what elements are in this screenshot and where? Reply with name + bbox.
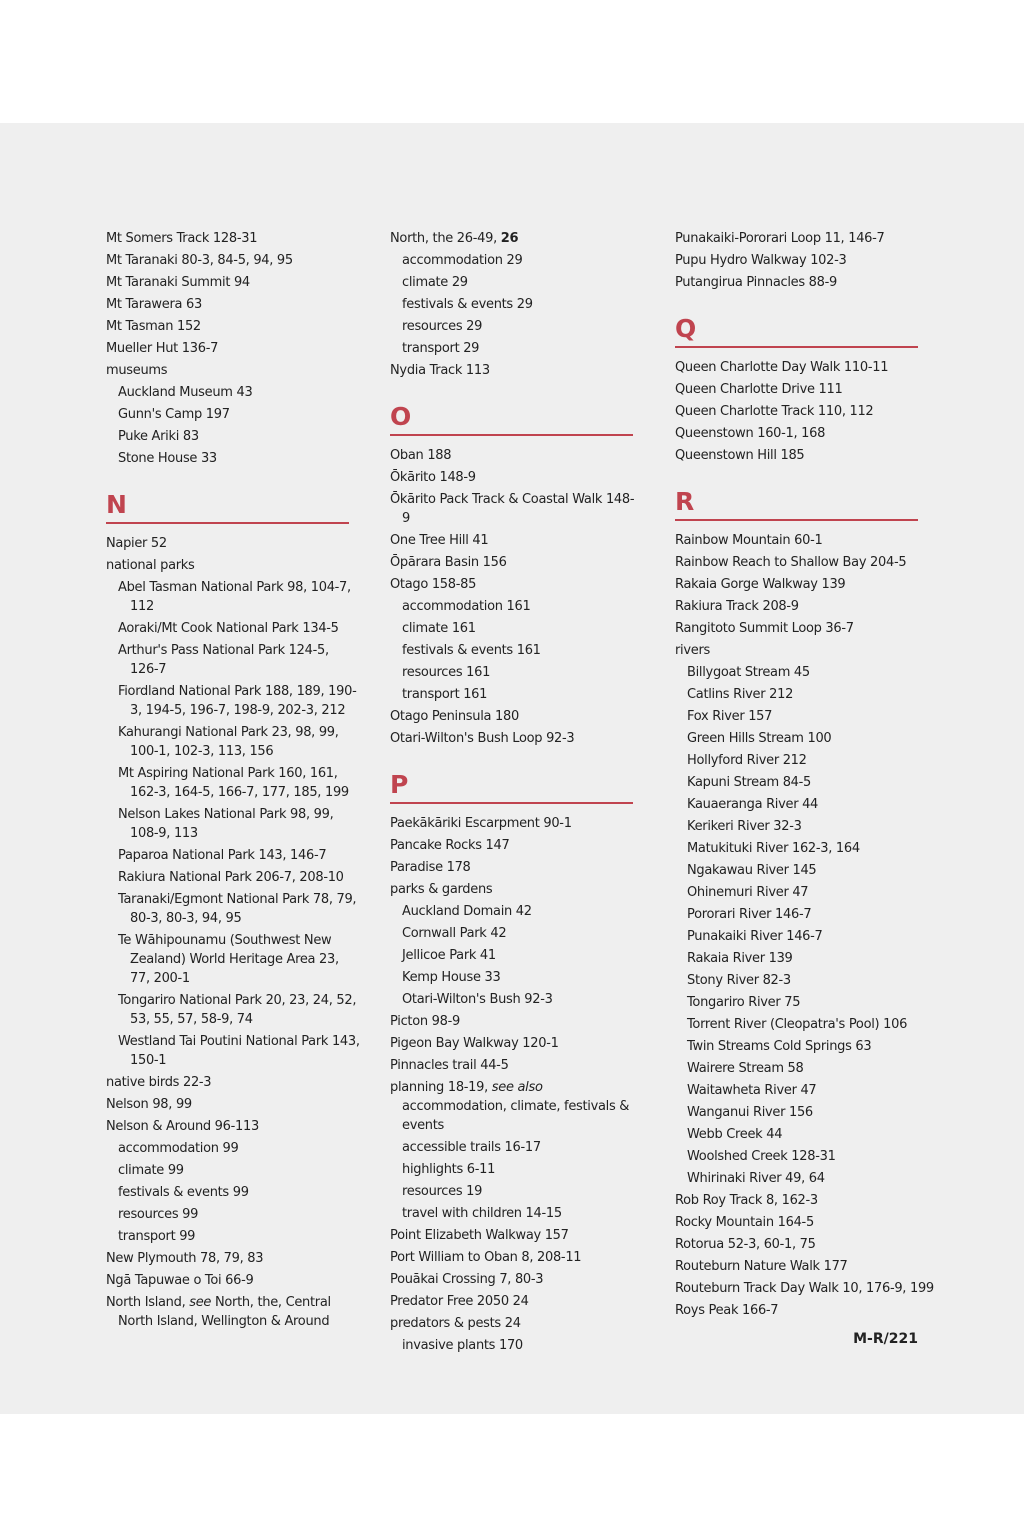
entry-text: Mt Aspiring National Park 160, 161, 162-3, 164-5, 166-7, 177, 185, 199: [118, 766, 349, 800]
entry-text: Pancake Rocks 147: [390, 838, 510, 853]
entry-text: festivals & events 161: [402, 643, 541, 658]
entry-text: Putangirua Pinnacles 88-9: [675, 275, 837, 290]
index-entry: [106, 1271, 348, 1290]
index-subentry: [675, 927, 949, 946]
index-entry: [106, 1117, 348, 1136]
entry-text: Otago Peninsula 180: [390, 709, 519, 724]
entry-text: Ōpārara Basin 156: [390, 555, 507, 570]
index-entry: [675, 575, 937, 594]
index-subentry: [390, 641, 654, 660]
index-subentry: [675, 729, 949, 748]
index-entry: [390, 707, 642, 726]
index-entry: [106, 1293, 348, 1331]
index-subentry: [106, 619, 360, 638]
index-entry: [106, 339, 348, 358]
index-subentry: [106, 682, 360, 720]
index-entry: [390, 1314, 642, 1333]
index-entry: [106, 295, 348, 314]
index-entry: [390, 553, 642, 572]
entry-text: festivals & events 99: [118, 1185, 249, 1200]
index-subentry: [390, 317, 654, 336]
index-entry: [390, 1270, 642, 1289]
index-subentry: [390, 1182, 654, 1201]
entry-text: Rainbow Mountain 60-1: [675, 533, 823, 548]
index-subentry: [390, 273, 654, 292]
entry-text: resources 29: [402, 319, 483, 334]
index-entry: [675, 619, 937, 638]
entry-text: Abel Tasman National Park 98, 104-7, 112: [118, 580, 351, 614]
entry-text: Twin Streams Cold Springs 63: [687, 1039, 872, 1054]
entry-text: Stone House 33: [118, 451, 217, 466]
entry-text: Wanganui River 156: [687, 1105, 813, 1120]
entry-text: Stony River 82-3: [687, 973, 791, 988]
index-subentry: [390, 339, 654, 358]
entry-text: Rakaia Gorge Walkway 139: [675, 577, 846, 592]
index-entry: [390, 468, 642, 487]
entry-text: Nelson & Around 96-113: [106, 1119, 259, 1134]
entry-text: Whirinaki River 49, 64: [687, 1171, 825, 1186]
entry-text: Rotorua 52-3, 60-1, 75: [675, 1237, 816, 1252]
entry-text: Predator Free 2050 24: [390, 1294, 529, 1309]
entry-text: Oban 188: [390, 448, 452, 463]
entry-text: North, the 26-49,: [390, 231, 501, 246]
index-entry: [390, 361, 642, 380]
entry-see-reference: see also: [491, 1080, 543, 1095]
section-letter-n: N: [106, 488, 349, 524]
index-entry: [675, 446, 937, 465]
index-entry: [675, 1279, 937, 1298]
entry-text: parks & gardens: [390, 882, 493, 897]
index-subentry: [106, 1139, 360, 1158]
entry-text: Ngā Tapuwae o Toi 66-9: [106, 1273, 254, 1288]
index-subentry: [390, 968, 654, 987]
index-subentry: [675, 1103, 949, 1122]
entry-text: Kemp House 33: [402, 970, 501, 985]
entry-text: Paparoa National Park 143, 146-7: [118, 848, 327, 863]
index-subentry: [390, 295, 654, 314]
index-subentry: [106, 1161, 360, 1180]
entry-text: Ngakawau River 145: [687, 863, 817, 878]
index-entry: [675, 1257, 937, 1276]
section-letter-r: R: [675, 485, 918, 521]
entry-text: Otari-Wilton's Bush Loop 92-3: [390, 731, 575, 746]
entry-text: Auckland Domain 42: [402, 904, 532, 919]
index-entry: [390, 880, 642, 899]
entry-text: Ōkārito Pack Track & Coastal Walk 148-9: [390, 492, 635, 526]
index-subentry: [106, 405, 360, 424]
entry-text: Point Elizabeth Walkway 157: [390, 1228, 569, 1243]
index-subentry: [675, 971, 949, 990]
index-subentry: [675, 1037, 949, 1056]
entry-text: invasive plants 170: [402, 1338, 523, 1353]
index-subentry: [106, 764, 360, 802]
entry-bold-page: 26: [500, 231, 519, 246]
section-letter-o: O: [390, 400, 633, 436]
entry-text: Paekākāriki Escarpment 90-1: [390, 816, 572, 831]
entry-text: Ohinemuri River 47: [687, 885, 809, 900]
entry-text: Cornwall Park 42: [402, 926, 507, 941]
entry-text: Puke Ariki 83: [118, 429, 199, 444]
index-entry: [106, 1249, 348, 1268]
index-subentry: [675, 817, 949, 836]
entry-text: Fiordland National Park 188, 189, 190-3, 194-5, 196-7, 198-9, 202-3, 212: [118, 684, 357, 718]
index-entry: [675, 424, 937, 443]
index-subentry: [675, 1169, 949, 1188]
entry-text: museums: [106, 363, 168, 378]
entry-text: transport 161: [402, 687, 488, 702]
index-entry: [390, 814, 642, 833]
entry-text: native birds 22-3: [106, 1075, 212, 1090]
entry-text: Ōkārito 148-9: [390, 470, 476, 485]
entry-text: accessible trails 16-17: [402, 1140, 541, 1155]
index-subentry: [106, 931, 360, 988]
index-column-2: [390, 229, 640, 1358]
index-subentry: [390, 990, 654, 1009]
entry-text: climate 99: [118, 1163, 184, 1178]
entry-text: Green Hills Stream 100: [687, 731, 832, 746]
entry-text: Mt Somers Track 128-31: [106, 231, 258, 246]
entry-text: Nydia Track 113: [390, 363, 490, 378]
index-subentry: [390, 685, 654, 704]
index-subentry: [675, 1015, 949, 1034]
index-subentry: [390, 902, 654, 921]
index-subentry: [106, 805, 360, 843]
index-subentry: [106, 383, 360, 402]
index-subentry: [106, 449, 360, 468]
index-entry: [675, 251, 937, 270]
entry-text: Queen Charlotte Drive 111: [675, 382, 843, 397]
entry-text: Kerikeri River 32-3: [687, 819, 802, 834]
section-letter-q: Q: [675, 312, 918, 348]
index-entry: [390, 446, 642, 465]
index-subentry: [106, 723, 360, 761]
entry-text: Aoraki/Mt Cook National Park 134-5: [118, 621, 339, 636]
entry-text: Rocky Mountain 164-5: [675, 1215, 814, 1230]
entry-text: planning 18-19,: [390, 1080, 492, 1095]
entry-text: Otari-Wilton's Bush 92-3: [402, 992, 553, 1007]
entry-text: Torrent River (Cleopatra's Pool) 106: [687, 1017, 908, 1032]
index-subentry: [675, 663, 949, 682]
entry-text: Nelson Lakes National Park 98, 99, 108-9, 113: [118, 807, 334, 841]
index-page: [0, 123, 1024, 1414]
entry-text: resources 161: [402, 665, 491, 680]
entry-text: accommodation 99: [118, 1141, 239, 1156]
entry-text: Fox River 157: [687, 709, 773, 724]
index-subentry: [106, 427, 360, 446]
entry-text: Pigeon Bay Walkway 120-1: [390, 1036, 559, 1051]
entry-text: Woolshed Creek 128-31: [687, 1149, 836, 1164]
entry-text: Queen Charlotte Day Walk 110-11: [675, 360, 889, 375]
index-subentry: [390, 251, 654, 270]
entry-text: Punakaiki River 146-7: [687, 929, 823, 944]
index-entry: [390, 1056, 642, 1075]
entry-text: transport 29: [402, 341, 480, 356]
index-subentry: [675, 905, 949, 924]
entry-text: Routeburn Track Day Walk 10, 176-9, 199: [675, 1281, 934, 1296]
index-entry: [390, 1078, 642, 1135]
index-subentry: [106, 1205, 360, 1224]
index-subentry: [106, 890, 360, 928]
index-entry: [675, 531, 937, 550]
entry-text: Rakiura Track 208-9: [675, 599, 799, 614]
entry-text: Paradise 178: [390, 860, 471, 875]
entry-text: Rainbow Reach to Shallow Bay 204-5: [675, 555, 907, 570]
entry-text: Gunn's Camp 197: [118, 407, 230, 422]
index-entry: [106, 556, 348, 575]
index-entry: [106, 229, 348, 248]
footer-range: M-R/: [853, 1331, 889, 1347]
entry-text: Catlins River 212: [687, 687, 794, 702]
index-subentry: [675, 751, 949, 770]
index-subentry: [390, 619, 654, 638]
entry-text: Mueller Hut 136-7: [106, 341, 219, 356]
entry-text: Rakaia River 139: [687, 951, 793, 966]
index-entry: [675, 358, 937, 377]
index-entry: [390, 858, 642, 877]
index-entry: [106, 273, 348, 292]
entry-text: climate 161: [402, 621, 476, 636]
entry-text: Pororari River 146-7: [687, 907, 812, 922]
entry-text: resources 19: [402, 1184, 483, 1199]
entry-text: Jellicoe Park 41: [402, 948, 496, 963]
entry-text: Westland Tai Poutini National Park 143, 150-1: [118, 1034, 360, 1068]
index-entry: [390, 229, 642, 248]
index-subentry: [390, 924, 654, 943]
index-column-3: [675, 229, 934, 1323]
index-entry: [390, 1248, 642, 1267]
index-entry: [675, 229, 937, 248]
index-entry: [390, 836, 642, 855]
entry-text: resources 99: [118, 1207, 199, 1222]
index-subentry: [390, 1138, 654, 1157]
index-subentry: [390, 946, 654, 965]
entry-text: Queenstown 160-1, 168: [675, 426, 826, 441]
entry-text: Napier 52: [106, 536, 167, 551]
entry-text: Pupu Hydro Walkway 102-3: [675, 253, 847, 268]
entry-text: Kauaeranga River 44: [687, 797, 819, 812]
index-entry: [390, 575, 642, 594]
index-subentry: [106, 641, 360, 679]
index-subentry: [106, 991, 360, 1029]
entry-text-cont: accommodation, climate, festivals & events: [402, 1099, 630, 1133]
index-entry: [390, 1012, 642, 1031]
entry-text: Kapuni Stream 84-5: [687, 775, 812, 790]
entry-text: climate 29: [402, 275, 468, 290]
entry-text: Rob Roy Track 8, 162-3: [675, 1193, 818, 1208]
index-entry: [106, 317, 348, 336]
index-entry: [390, 1292, 642, 1311]
entry-text: Hollyford River 212: [687, 753, 807, 768]
index-entry: [675, 641, 937, 660]
index-subentry: [390, 663, 654, 682]
entry-text: Queen Charlotte Track 110, 112: [675, 404, 874, 419]
entry-text: Nelson 98, 99: [106, 1097, 192, 1112]
entry-text: Rangitoto Summit Loop 36-7: [675, 621, 854, 636]
index-subentry: [106, 868, 360, 887]
entry-text: accommodation 29: [402, 253, 523, 268]
index-entry: [675, 597, 937, 616]
index-entry: [106, 534, 348, 553]
index-subentry: [675, 795, 949, 814]
entry-text: Webb Creek 44: [687, 1127, 783, 1142]
index-entry: [390, 531, 642, 550]
entry-text: Mt Tarawera 63: [106, 297, 202, 312]
entry-text-cont: North, the, Central North Island, Wellington & Around: [118, 1295, 331, 1329]
index-column-1: [106, 229, 360, 1334]
entry-text: predators & pests 24: [390, 1316, 521, 1331]
index-entry: [675, 1301, 937, 1320]
index-subentry: [390, 597, 654, 616]
index-subentry: [675, 773, 949, 792]
entry-text: Mt Taranaki Summit 94: [106, 275, 250, 290]
entry-text: Queenstown Hill 185: [675, 448, 805, 463]
entry-text: Roys Peak 166-7: [675, 1303, 779, 1318]
index-entry: [675, 1213, 937, 1232]
index-entry: [675, 1191, 937, 1210]
index-entry: [106, 1095, 348, 1114]
entry-see-reference: see: [189, 1295, 212, 1310]
entry-text: Punakaiki-Pororari Loop 11, 146-7: [675, 231, 885, 246]
index-subentry: [675, 861, 949, 880]
index-entry: [675, 402, 937, 421]
entry-text: Te Wāhipounamu (Southwest New Zealand) World Heritage Area 23, 77, 200-1: [118, 933, 339, 986]
index-entry: [390, 1226, 642, 1245]
index-subentry: [675, 883, 949, 902]
entry-text: festivals & events 29: [402, 297, 533, 312]
entry-text: Otago 158-85: [390, 577, 477, 592]
index-subentry: [675, 839, 949, 858]
index-subentry: [675, 707, 949, 726]
entry-text: Routeburn Nature Walk 177: [675, 1259, 848, 1274]
index-subentry: [390, 1204, 654, 1223]
entry-text: national parks: [106, 558, 195, 573]
index-subentry: [390, 1336, 654, 1355]
index-entry: [675, 553, 937, 572]
entry-text: North Island,: [106, 1295, 190, 1310]
index-subentry: [675, 1147, 949, 1166]
index-entry: [106, 251, 348, 270]
entry-text: Tongariro National Park 20, 23, 24, 52, 53, 55, 57, 58-9, 74: [118, 993, 357, 1027]
index-subentry: [675, 1081, 949, 1100]
page-number: 221: [888, 1331, 918, 1347]
entry-text: Matukituki River 162-3, 164: [687, 841, 860, 856]
entry-text: Mt Tasman 152: [106, 319, 201, 334]
section-letter-p: P: [390, 768, 633, 804]
index-subentry: [106, 1227, 360, 1246]
entry-text: Mt Taranaki 80-3, 84-5, 94, 95: [106, 253, 293, 268]
index-entry: [390, 490, 642, 528]
entry-text: transport 99: [118, 1229, 196, 1244]
entry-text: Pouākai Crossing 7, 80-3: [390, 1272, 544, 1287]
entry-text: One Tree Hill 41: [390, 533, 489, 548]
entry-text: Tongariro River 75: [687, 995, 801, 1010]
index-subentry: [675, 949, 949, 968]
index-entry: [390, 729, 642, 748]
entry-text: Waitawheta River 47: [687, 1083, 817, 1098]
index-subentry: [675, 993, 949, 1012]
entry-text: New Plymouth 78, 79, 83: [106, 1251, 264, 1266]
index-subentry: [675, 1059, 949, 1078]
index-entry: [675, 273, 937, 292]
entry-text: Auckland Museum 43: [118, 385, 253, 400]
index-subentry: [675, 1125, 949, 1144]
index-subentry: [390, 1160, 654, 1179]
entry-text: Rakiura National Park 206-7, 208-10: [118, 870, 344, 885]
index-subentry: [106, 846, 360, 865]
index-entry: [675, 380, 937, 399]
index-subentry: [106, 1183, 360, 1202]
entry-text: accommodation 161: [402, 599, 531, 614]
entry-text: Pinnacles trail 44-5: [390, 1058, 509, 1073]
entry-text: Kahurangi National Park 23, 98, 99, 100-1, 102-3, 113, 156: [118, 725, 339, 759]
entry-text: Arthur's Pass National Park 124-5, 126-7: [118, 643, 329, 677]
index-subentry: [675, 685, 949, 704]
index-subentry: [106, 1032, 360, 1070]
entry-text: travel with children 14-15: [402, 1206, 562, 1221]
entry-text: Picton 98-9: [390, 1014, 460, 1029]
index-entry: [675, 1235, 937, 1254]
entry-text: Wairere Stream 58: [687, 1061, 804, 1076]
page-footer: [853, 1331, 918, 1347]
index-entry: [106, 361, 348, 380]
index-entry: [106, 1073, 348, 1092]
entry-text: Taranaki/Egmont National Park 78, 79, 80-3, 80-3, 94, 95: [118, 892, 357, 926]
index-entry: [390, 1034, 642, 1053]
entry-text: Billygoat Stream 45: [687, 665, 810, 680]
entry-text: Port William to Oban 8, 208-11: [390, 1250, 582, 1265]
index-subentry: [106, 578, 360, 616]
entry-text: rivers: [675, 643, 710, 658]
entry-text: highlights 6-11: [402, 1162, 496, 1177]
